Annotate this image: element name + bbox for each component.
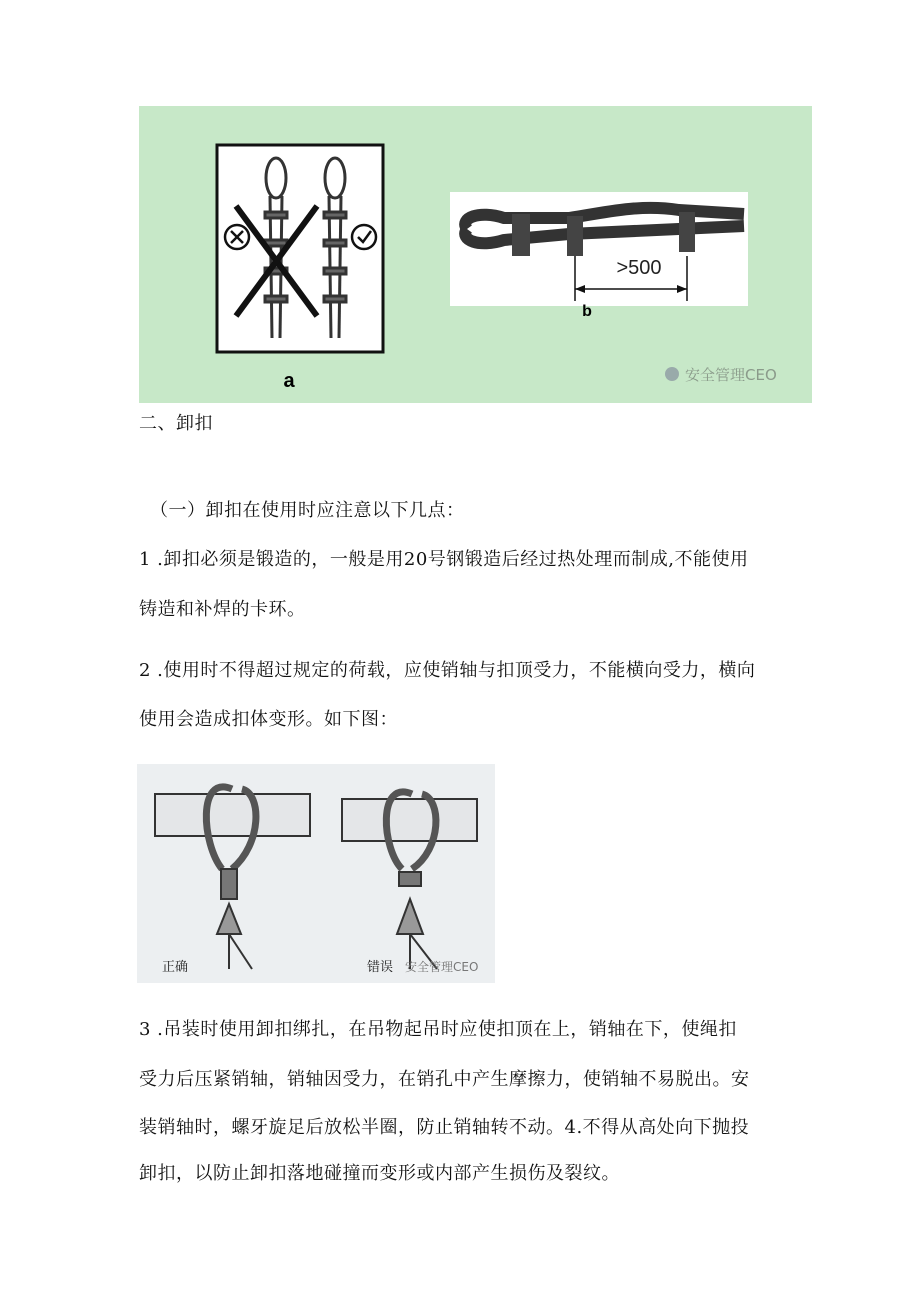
figure-label-b: b (582, 303, 592, 320)
item-3-line-4: 卸扣，以防止卸扣落地碰撞而变形或内部产生损伤及裂纹。 (139, 1163, 620, 1184)
watermark: 安全管理CEO (685, 366, 777, 384)
subheading: （一）卸扣在使用时应注意以下几点： (150, 500, 465, 521)
wechat-icon (665, 367, 679, 381)
item-1-line-2: 铸造和补焊的卡环。 (139, 599, 306, 620)
section-heading: 二、卸扣 (139, 413, 213, 434)
item-3-line-3: 装销轴时，螺牙旋足后放松半圈，防止销轴转不动。4.不得从高处向下抛投 (139, 1117, 750, 1138)
label-correct: 正确 (162, 960, 189, 975)
dimension-label: >500 (616, 257, 662, 279)
item-2-line-1: 2 .使用时不得超过规定的荷载，应使销轴与扣顶受力，不能横向受力，横向 (139, 660, 756, 681)
label-wrong: 错误 (367, 960, 394, 975)
shackle-usage-figure (137, 764, 495, 983)
wire-rope-clip-figure (139, 106, 812, 403)
item-1-line-1: 1 .卸扣必须是锻造的，一般是用20号钢锻造后经过热处理而制成,不能使用 (139, 549, 749, 570)
check-icon (352, 225, 376, 249)
figure-label-a: a (283, 370, 295, 392)
watermark-2: 安全管理CEO (405, 960, 479, 974)
item-2-line-2: 使用会造成扣体变形。如下图： (139, 709, 398, 730)
wrong-shackle-illustration (342, 792, 477, 969)
item-3-line-2: 受力后压紧销轴，销轴因受力，在销孔中产生摩擦力，使销轴不易脱出。安 (139, 1069, 750, 1090)
item-3-line-1: 3 .吊装时使用卸扣绑扎，在吊物起吊时应使扣顶在上，销轴在下，使绳扣 (139, 1019, 737, 1040)
correct-shackle-illustration (155, 787, 310, 969)
wrong-icon (225, 225, 249, 249)
